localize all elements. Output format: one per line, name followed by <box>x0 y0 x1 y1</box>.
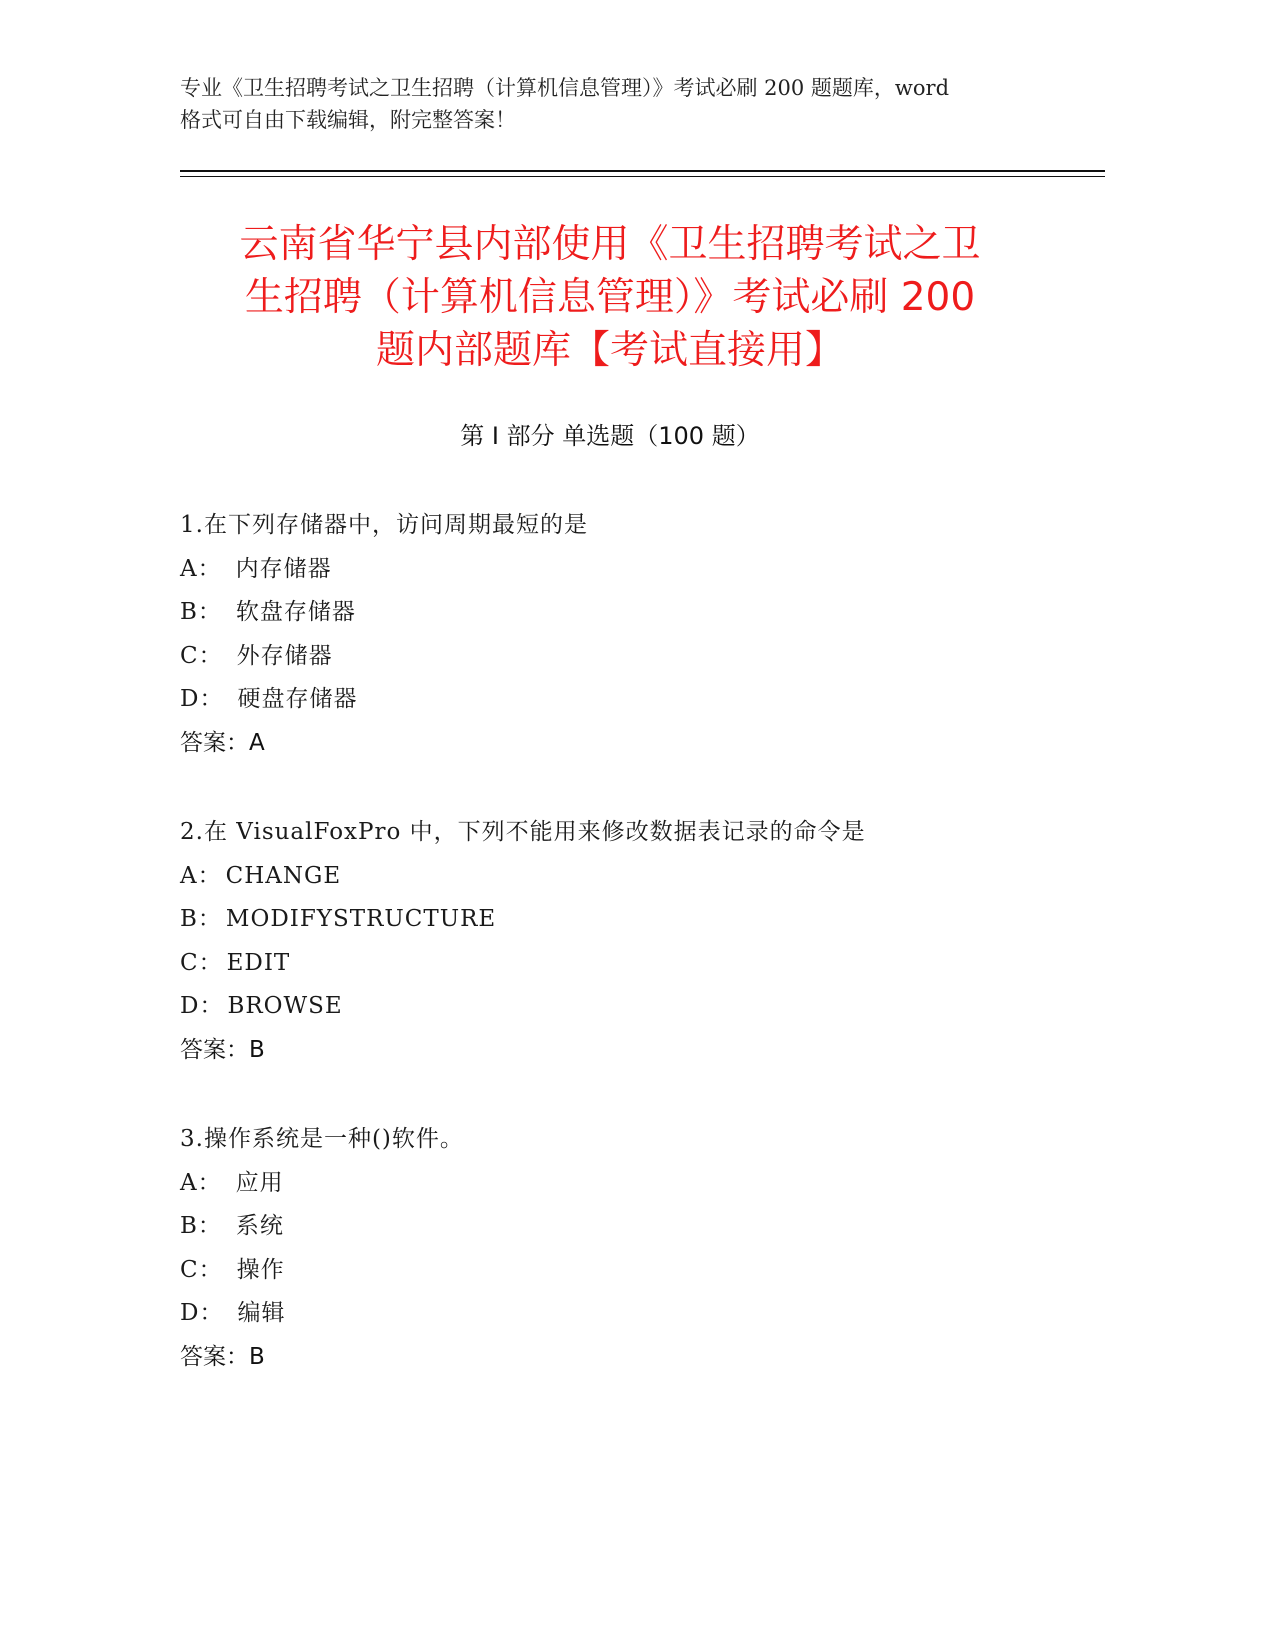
question-stem: 2.在 VisualFoxPro 中，下列不能用来修改数据表记录的命令是 <box>180 819 866 845</box>
option-text: 硬盘存储器 <box>237 686 358 712</box>
option-text: 外存储器 <box>236 642 333 669</box>
header-divider-thick <box>180 170 1105 172</box>
header-note-line-1: 专业《卫生招聘考试之卫生招聘（计算机信息管理）》考试必刷 200 题题库，word <box>180 76 950 100</box>
option-a <box>180 548 1080 592</box>
option-b <box>180 1205 1080 1249</box>
option-text: 内存储器 <box>235 555 332 582</box>
section-title: 第 I 部分 单选题（100 题） <box>460 422 760 450</box>
option-c <box>180 1249 1080 1293</box>
option-d <box>180 1292 1080 1336</box>
option-b <box>180 898 1080 942</box>
option-c <box>180 635 1080 679</box>
answer-line: 答案：A <box>180 729 265 756</box>
question-2 <box>180 811 1080 1072</box>
title-line-1: 云南省华宁县内部使用《卫生招聘考试之卫 <box>239 222 981 267</box>
option-text: BROWSE <box>227 993 343 1019</box>
option-text: 操作 <box>236 1256 285 1283</box>
option-key: B： <box>180 906 222 932</box>
question-stem: 3.操作系统是一种()软件。 <box>180 1126 464 1152</box>
question-3 <box>180 1118 1080 1379</box>
option-key: A： <box>180 1169 222 1196</box>
document-title <box>180 218 1040 377</box>
title-line-3: 题内部题库【考试直接用】 <box>375 328 844 373</box>
option-text: 系统 <box>235 1213 284 1239</box>
option-key: D： <box>180 686 224 712</box>
option-text: CHANGE <box>225 862 342 889</box>
title-line-2: 生招聘（计算机信息管理）》考试必刷 200 <box>244 275 976 320</box>
option-key: A： <box>180 862 222 889</box>
option-text: 应用 <box>235 1169 284 1196</box>
question-list <box>180 504 1080 1425</box>
answer-line: 答案：B <box>180 1036 265 1063</box>
option-key: D： <box>180 1300 224 1326</box>
option-text: 软盘存储器 <box>235 599 356 625</box>
option-key: B： <box>180 1213 222 1239</box>
option-key: D： <box>180 993 224 1019</box>
header-note-line-2: 格式可自由下载编辑，附完整答案！ <box>180 108 516 132</box>
option-text: 编辑 <box>237 1300 286 1326</box>
option-key: A： <box>180 555 222 582</box>
option-key: B： <box>180 599 222 625</box>
option-key: C： <box>180 1256 223 1283</box>
answer-line: 答案：B <box>180 1343 265 1370</box>
option-d <box>180 985 1080 1029</box>
option-c <box>180 942 1080 986</box>
option-key: C： <box>180 642 223 669</box>
option-b <box>180 591 1080 635</box>
question-1 <box>180 504 1080 765</box>
question-stem: 1.在下列存储器中，访问周期最短的是 <box>180 512 588 538</box>
option-d <box>180 678 1080 722</box>
header-divider-thin <box>180 176 1105 177</box>
option-key: C： <box>180 949 223 976</box>
option-text: MODIFYSTRUCTURE <box>225 906 497 932</box>
option-a <box>180 855 1080 899</box>
option-text: EDIT <box>226 949 291 976</box>
option-a <box>180 1162 1080 1206</box>
header-note <box>180 72 1060 136</box>
